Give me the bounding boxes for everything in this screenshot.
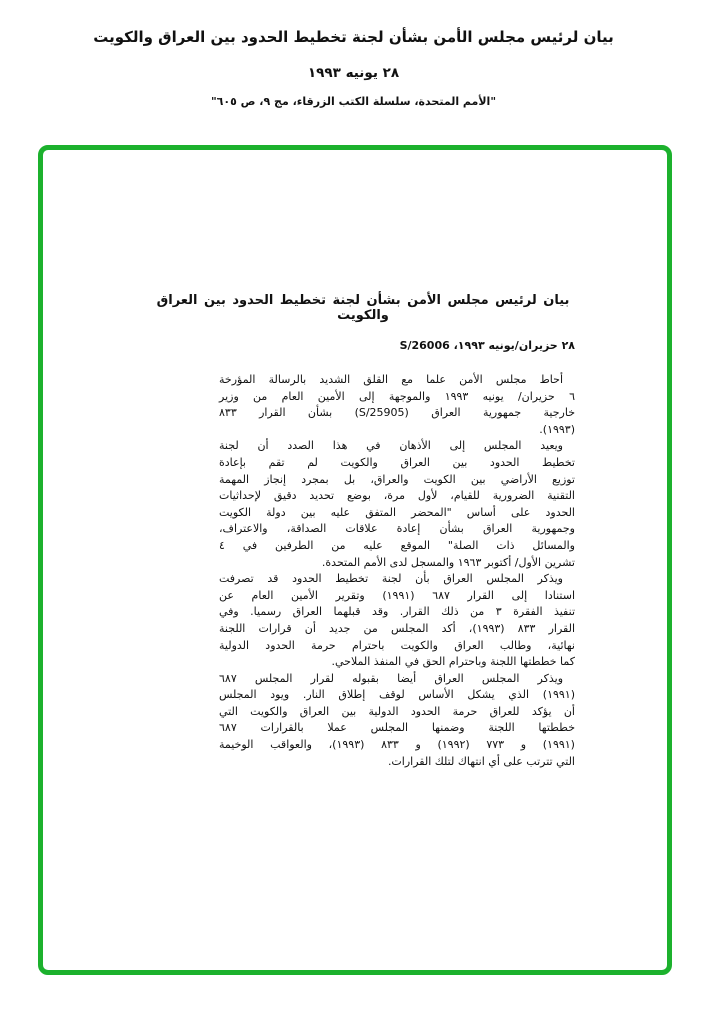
- paragraph-line: كما خططتها اللجنة وباحترام الحق في المنفذ الملاحي.: [331, 655, 575, 669]
- paragraph-line: ٦ حزيران/ يونيه ١٩٩٣ والموجهة إلى الأمين العام من وزير: [219, 389, 575, 403]
- paragraph-line: التي تترتب على أي انتهاك لتلك القرارات.: [387, 754, 575, 768]
- paragraph-line: أن يؤكد للعراق حرمة الحدود الدولية بين العراق والكويت التي: [219, 704, 575, 718]
- paragraph-line: تخطيط الحدود بين العراق والكويت لم تقم بإعادة: [219, 455, 575, 469]
- header-source: "الأمم المتحدة، سلسلة الكتب الزرقاء، مج ٩، ص ٦٠٥": [210, 95, 497, 108]
- paragraph-line: نهائية، وطالب العراق والكويت باحترام حرمة الحدود الدولية: [219, 638, 575, 652]
- paragraph-line: وجمهورية العراق بشأن إعادة علاقات الصداقة، والاعتراف،: [219, 522, 575, 536]
- paragraph-line: التقنية الضرورية للقيام، لأول مرة، بوضع تحديد دقيق لإحداثيات: [219, 489, 575, 503]
- document-content: [151, 293, 575, 770]
- paragraph-line: أحاط مجلس الأمن علما مع القلق الشديد بالرسالة المؤرخة: [219, 373, 563, 386]
- paragraph-line: خارجية جمهورية العراق (S/25905) بشأن القرار ٨٣٣: [219, 406, 575, 420]
- paragraph-line: خططتها اللجنة وضمنها المجلس عملا بالقرارات ٦٨٧: [219, 721, 575, 735]
- scan-frame: [38, 145, 672, 975]
- page-header: [0, 28, 707, 108]
- paragraph-line: (١٩٩١) و ٧٧٣ (١٩٩٢) و ٨٣٣ (١٩٩٣)، والعواقب الوخيمة: [219, 738, 575, 752]
- paragraph-line: (١٩٩١) الذي يشكل الأساس لوقف إطلاق النار. ويود المجلس: [219, 688, 575, 702]
- paragraph-line: ويذكر المجلس العراق أيضا بقبوله لقرار المجلس ٦٨٧: [219, 671, 563, 685]
- paragraph-line: توزيع الأراضي بين الكويت والعراق، بل بمجرد إنجاز المهمة: [219, 472, 575, 486]
- document-date-symbol: ٢٨ حزيران/يونيه ١٩٩٣، S/26006: [399, 339, 575, 352]
- paragraph-line: والمسائل ذات الصلة" الموقع عليه من الطرفين في ٤: [219, 538, 575, 552]
- header-title: بيان لرئيس مجلس الأمن بشأن لجنة تخطيط الحدود بين العراق والكويت: [93, 28, 614, 46]
- document-title: بيان لرئيس مجلس الأمن بشأن لجنة تخطيط الحدود بين العراق والكويت: [156, 293, 570, 323]
- paragraph-line: تشرين الأول/ أكتوبر ١٩٦٣ والمسجل لدى الأمم المتحدة.: [321, 555, 575, 569]
- header-date: ٢٨ يونيه ١٩٩٣: [307, 65, 400, 81]
- paragraph-line: تنفيذ الفقرة ٣ من ذلك القرار. وقد قبلهما العراق رسميا. وفي: [219, 605, 576, 619]
- paragraph-line: الحدود على أساس "المحضر المتفق عليه بين دولة الكويت: [219, 505, 575, 519]
- paragraph-line: ويعيد المجلس إلى الأذهان في هذا الصدد أن لجنة: [219, 439, 563, 453]
- paragraph-line: (١٩٩٣).: [539, 422, 575, 436]
- paragraph-line: ويذكر المجلس العراق بأن لجنة تخطيط الحدود قد تصرفت: [219, 572, 563, 586]
- document-body: [219, 372, 575, 770]
- paragraph-line: القرار ٨٣٣ (١٩٩٣)، أكد المجلس من جديد أن قرارات اللجنة: [219, 621, 576, 635]
- paragraph-line: استنادا إلى القرار ٦٨٧ (١٩٩١) وتقرير الأمين العام عن: [219, 588, 575, 602]
